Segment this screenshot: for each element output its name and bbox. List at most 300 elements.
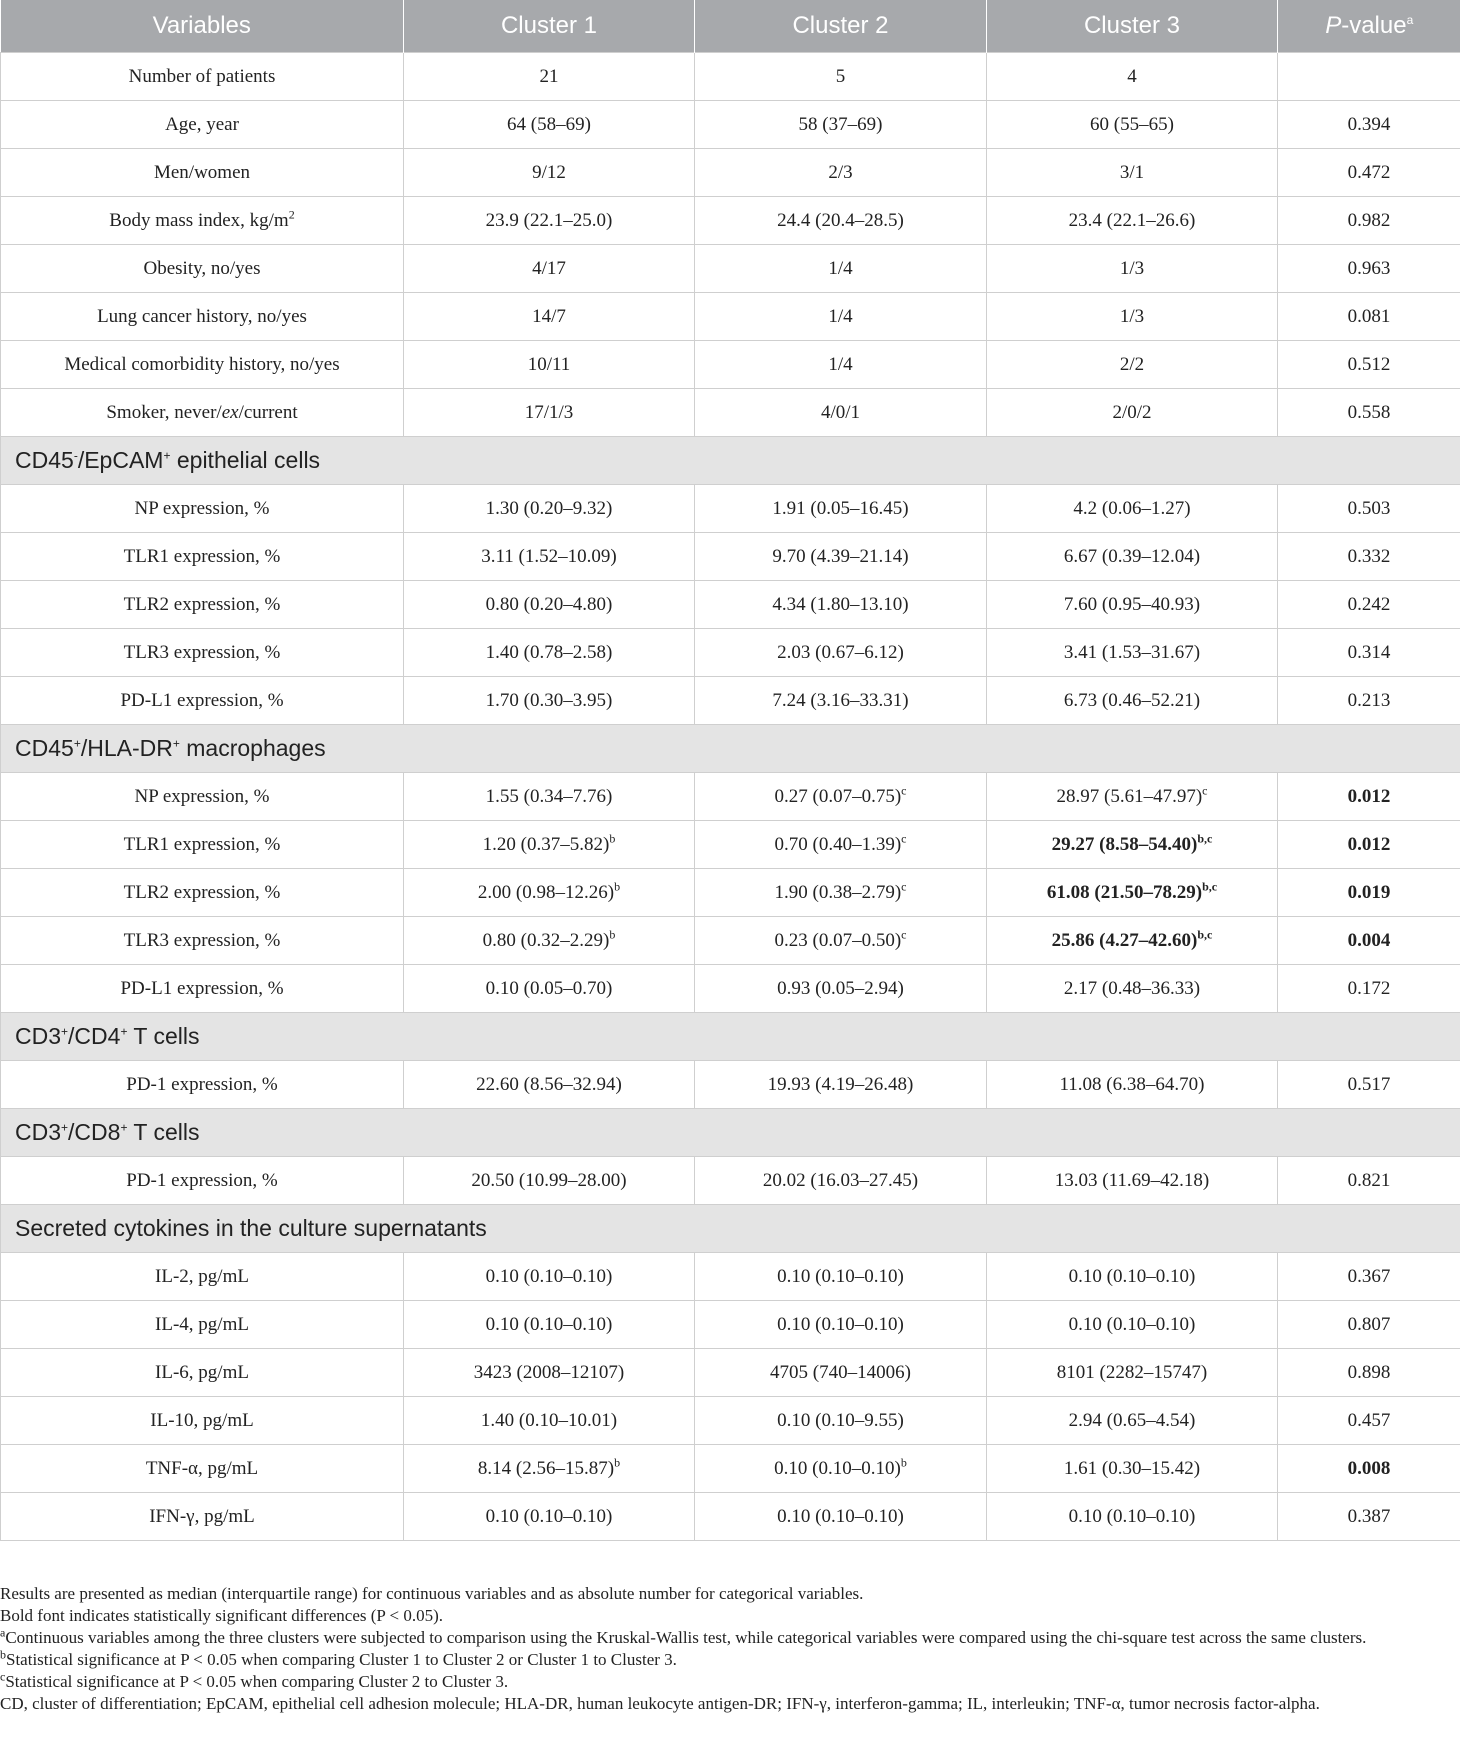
table-row — [1, 1349, 1460, 1397]
variable-cell — [1, 101, 404, 149]
cell-text: 21 — [539, 65, 559, 87]
section-superscript: + — [120, 1024, 128, 1039]
cell-text: 0.10 (0.10–0.10) — [485, 1265, 613, 1287]
cell-text: 2/2 — [1119, 353, 1145, 375]
cluster-value-cell — [987, 293, 1278, 341]
cell-text: 61.08 (21.50–78.29) — [1046, 881, 1203, 903]
cell-text: 58 (37–69) — [798, 113, 883, 135]
cell-text: IL-6, pg/mL — [155, 1361, 249, 1383]
cluster-value-cell — [987, 1397, 1278, 1445]
table-row — [1, 677, 1460, 725]
footnote-marker: a — [0, 1625, 6, 1640]
p-value-cell — [1278, 1349, 1460, 1397]
cell-text: 2.00 (0.98–12.26) — [477, 881, 615, 903]
cell-text: 0.93 (0.05–2.94) — [777, 977, 904, 999]
section-text: epithelial cells — [170, 447, 321, 473]
footnote-marker: 2 — [288, 207, 295, 222]
cell-text: 1/4 — [828, 257, 853, 279]
cluster-value-cell — [987, 149, 1278, 197]
header-cell — [987, 0, 1278, 53]
cell-text: 0.10 (0.10–0.10) — [485, 1313, 613, 1335]
cell-text: 3/1 — [1119, 161, 1145, 183]
cluster-value-cell — [404, 869, 695, 917]
cell-text: 64 (58–69) — [507, 113, 591, 135]
footnote-marker: b — [614, 879, 621, 894]
cluster-value-cell — [987, 485, 1278, 533]
cell-text: 0.10 (0.05–0.70) — [485, 977, 613, 999]
footnote-line — [0, 1583, 1460, 1605]
cell-text: 0.23 (0.07–0.50) — [774, 929, 902, 951]
cell-text: 7.60 (0.95–40.93) — [1063, 593, 1201, 615]
cell-text: 4 — [1127, 65, 1137, 87]
cell-text: PD-L1 expression, % — [120, 689, 284, 711]
p-value-cell — [1278, 341, 1460, 389]
table-row — [1, 341, 1460, 389]
cluster-value-cell — [695, 53, 987, 101]
cell-text: 0.472 — [1347, 161, 1391, 183]
cluster-value-cell — [987, 629, 1278, 677]
cell-text: 4/0/1 — [820, 401, 861, 423]
section-text: /CD8 — [68, 1119, 121, 1145]
section-superscript: + — [61, 1024, 69, 1039]
section-superscript: + — [61, 1120, 69, 1135]
cluster-value-cell — [695, 1397, 987, 1445]
cell-text: 1.40 (0.78–2.58) — [485, 641, 613, 663]
section-row — [1, 1109, 1460, 1157]
cluster-value-cell — [987, 821, 1278, 869]
cluster-value-cell — [695, 389, 987, 437]
cell-text: TLR3 expression, % — [123, 641, 281, 663]
section-superscript: + — [120, 1120, 128, 1135]
cell-italic: ex — [221, 401, 239, 423]
cell-text: 0.27 (0.07–0.75) — [774, 785, 902, 807]
cluster-value-cell — [695, 821, 987, 869]
section-title — [1, 1013, 1460, 1061]
table-row — [1, 1253, 1460, 1301]
cell-text: 9.70 (4.39–21.14) — [772, 545, 909, 567]
table-row — [1, 1445, 1460, 1493]
cell-text: Men/women — [153, 161, 251, 183]
cell-text: 2.03 (0.67–6.12) — [777, 641, 904, 663]
cluster-value-cell — [404, 293, 695, 341]
cell-text: 0.80 (0.20–4.80) — [485, 593, 613, 615]
cell-text: 3.11 (1.52–10.09) — [481, 545, 617, 567]
cell-text: 28.97 (5.61–47.97) — [1056, 785, 1203, 807]
cluster-value-cell — [987, 773, 1278, 821]
cell-text: TNF-α, pg/mL — [145, 1457, 259, 1479]
footnote-marker: b — [900, 1455, 907, 1470]
cluster-value-cell — [695, 677, 987, 725]
footnote-marker: b,c — [1197, 927, 1213, 942]
cell-text: 0.807 — [1347, 1313, 1391, 1335]
cluster-value-cell — [987, 389, 1278, 437]
cell-text: 0.558 — [1347, 401, 1391, 423]
cell-text: 0.213 — [1347, 689, 1391, 711]
p-value-cell — [1278, 149, 1460, 197]
p-value-cell — [1278, 677, 1460, 725]
cluster-value-cell — [695, 1349, 987, 1397]
cell-text: 0.332 — [1347, 545, 1391, 567]
variable-cell — [1, 533, 404, 581]
section-superscript: - — [73, 448, 78, 463]
table-footnotes — [0, 1583, 1460, 1715]
cluster-value-cell — [404, 1061, 695, 1109]
table-row — [1, 149, 1460, 197]
footnote-line — [0, 1627, 1460, 1649]
cell-text: NP expression, % — [134, 785, 270, 807]
cluster-value-cell — [987, 1253, 1278, 1301]
variable-cell — [1, 677, 404, 725]
table-row — [1, 869, 1460, 917]
section-text: CD45 — [15, 735, 74, 761]
table-row — [1, 581, 1460, 629]
cell-text: Lung cancer history, no/yes — [97, 305, 307, 327]
cluster-value-cell — [404, 389, 695, 437]
cluster-value-cell — [404, 533, 695, 581]
cluster-value-cell — [404, 773, 695, 821]
footnote-marker: b — [609, 927, 616, 942]
variable-cell — [1, 149, 404, 197]
cluster-value-cell — [695, 581, 987, 629]
cell-text: 4.34 (1.80–13.10) — [772, 593, 909, 615]
cell-text: IL-2, pg/mL — [155, 1265, 249, 1287]
cell-text: PD-L1 expression, % — [120, 977, 284, 999]
cluster-value-cell — [987, 965, 1278, 1013]
footnote-text: Bold font indicates statistically significant differences (P < 0.05). — [0, 1606, 443, 1625]
variable-cell — [1, 389, 404, 437]
cell-text: 22.60 (8.56–32.94) — [476, 1073, 622, 1095]
cell-text: 0.012 — [1347, 833, 1391, 855]
cluster-value-cell — [404, 1397, 695, 1445]
header-label: -value — [1341, 12, 1407, 39]
section-text: CD45 — [15, 447, 74, 473]
cell-text: 2.94 (0.65–4.54) — [1068, 1409, 1196, 1431]
cluster-value-cell — [404, 149, 695, 197]
cell-text: 17/1/3 — [524, 401, 574, 423]
cluster-value-cell — [987, 1157, 1278, 1205]
cell-text: TLR1 expression, % — [123, 545, 281, 567]
cluster-value-cell — [404, 1493, 695, 1541]
variable-cell — [1, 773, 404, 821]
cluster-value-cell — [695, 965, 987, 1013]
cell-text-tail: /current — [238, 401, 298, 423]
cell-text: 0.512 — [1347, 353, 1391, 375]
footnote-text: Statistical significance at P < 0.05 when comparing Cluster 1 to Cluster 2 or Cluster 1 to Cluster 3. — [6, 1650, 677, 1669]
section-title — [1, 437, 1460, 485]
variable-cell — [1, 1445, 404, 1493]
variable-cell — [1, 1493, 404, 1541]
cell-text: 0.10 (0.10–0.10) — [777, 1505, 904, 1527]
cluster-value-cell — [695, 917, 987, 965]
section-superscript: + — [163, 448, 171, 463]
cell-text: 0.10 (0.10–9.55) — [777, 1409, 904, 1431]
p-value-cell — [1278, 581, 1460, 629]
table-row — [1, 917, 1460, 965]
p-value-cell — [1278, 1397, 1460, 1445]
cluster-value-cell — [404, 677, 695, 725]
cluster-value-cell — [404, 53, 695, 101]
cluster-value-cell — [404, 245, 695, 293]
cell-text: 11.08 (6.38–64.70) — [1059, 1073, 1205, 1095]
cell-text: TLR3 expression, % — [123, 929, 281, 951]
cell-text: 1.91 (0.05–16.45) — [772, 497, 909, 519]
cell-text: 0.821 — [1347, 1169, 1391, 1191]
cell-text: 0.019 — [1347, 881, 1391, 903]
cluster-value-cell — [987, 917, 1278, 965]
footnote-marker: c — [901, 879, 907, 894]
footnote-text: Statistical significance at P < 0.05 when comparing Cluster 2 to Cluster 3. — [5, 1672, 509, 1691]
cell-text: 2.17 (0.48–36.33) — [1063, 977, 1201, 999]
section-row — [1, 725, 1460, 773]
cluster-value-cell — [404, 821, 695, 869]
variable-cell — [1, 53, 404, 101]
table-row — [1, 821, 1460, 869]
cell-text: 3.41 (1.53–31.67) — [1063, 641, 1201, 663]
cluster-value-cell — [404, 1157, 695, 1205]
cell-text: IFN-γ, pg/mL — [149, 1505, 255, 1527]
cluster-value-cell — [987, 677, 1278, 725]
p-value-cell — [1278, 389, 1460, 437]
p-value-cell — [1278, 1301, 1460, 1349]
cluster-value-cell — [695, 1061, 987, 1109]
cluster-value-cell — [695, 293, 987, 341]
cell-text: 0.10 (0.10–0.10) — [1068, 1265, 1196, 1287]
p-value-cell — [1278, 869, 1460, 917]
section-text: macrophages — [179, 735, 326, 761]
cell-text: 0.004 — [1347, 929, 1391, 951]
cell-text: 19.93 (4.19–26.48) — [767, 1073, 914, 1095]
cluster-value-cell — [695, 1493, 987, 1541]
p-value-cell — [1278, 1253, 1460, 1301]
cluster-value-cell — [404, 1349, 695, 1397]
header-cell — [1278, 0, 1460, 53]
section-row — [1, 437, 1460, 485]
table-row — [1, 197, 1460, 245]
cell-text: 1.55 (0.34–7.76) — [485, 785, 613, 807]
cell-text: 0.10 (0.10–0.10) — [1068, 1505, 1196, 1527]
section-text: T cells — [127, 1119, 200, 1145]
section-superscript: + — [73, 736, 81, 751]
section-title — [1, 1205, 1460, 1253]
footnote-marker: c — [0, 1669, 6, 1684]
cluster-value-cell — [695, 1253, 987, 1301]
section-text: CD3 — [15, 1023, 62, 1049]
cell-text: 23.4 (22.1–26.6) — [1068, 209, 1196, 231]
p-value-cell — [1278, 293, 1460, 341]
variable-cell — [1, 1349, 404, 1397]
cell-text: 13.03 (11.69–42.18) — [1054, 1169, 1210, 1191]
footnote-marker: b — [0, 1647, 6, 1662]
cluster-value-cell — [695, 1445, 987, 1493]
cell-text: 1.61 (0.30–15.42) — [1063, 1457, 1201, 1479]
footnote-marker: b,c — [1202, 879, 1218, 894]
footnote-line — [0, 1671, 1460, 1693]
cell-text: 7.24 (3.16–33.31) — [772, 689, 909, 711]
table-row — [1, 533, 1460, 581]
cell-text: 20.50 (10.99–28.00) — [471, 1169, 627, 1191]
p-value-cell — [1278, 1493, 1460, 1541]
cluster-value-cell — [695, 869, 987, 917]
footnote-marker: c — [901, 927, 907, 942]
cluster-value-cell — [695, 101, 987, 149]
section-superscript: + — [172, 736, 180, 751]
variable-cell — [1, 1157, 404, 1205]
footnote-text: CD, cluster of differentiation; EpCAM, epithelial cell adhesion molecule; HLA-DR, human leukocyte antigen-DR; IFN-γ, interferon-gamma; IL, interleukin; TNF-α, tumor necrosis factor-alpha. — [0, 1694, 1320, 1713]
cluster-value-cell — [404, 965, 695, 1013]
header-label: Variables — [152, 12, 251, 39]
cell-text: 0.70 (0.40–1.39) — [774, 833, 902, 855]
cluster-value-cell — [404, 581, 695, 629]
section-text: /HLA-DR — [80, 735, 173, 761]
footnote-marker: b — [609, 831, 616, 846]
cell-text: 0.503 — [1347, 497, 1391, 519]
cell-text: 2/3 — [828, 161, 853, 183]
table-row — [1, 1061, 1460, 1109]
table-row — [1, 773, 1460, 821]
cluster-value-cell — [987, 1061, 1278, 1109]
footnote-marker: a — [1406, 13, 1414, 27]
p-value-cell — [1278, 773, 1460, 821]
cluster-value-cell — [987, 1445, 1278, 1493]
cell-text: 0.10 (0.10–0.10) — [774, 1457, 901, 1479]
cell-text: 0.242 — [1347, 593, 1391, 615]
cell-text: 3423 (2008–12107) — [473, 1361, 625, 1383]
section-text: Secreted cytokines in the culture supernatants — [15, 1215, 487, 1241]
cell-text: 1/4 — [828, 353, 853, 375]
footnote-line — [0, 1693, 1460, 1715]
cell-text: 1.40 (0.10–10.01) — [480, 1409, 618, 1431]
section-title — [1, 725, 1460, 773]
cell-text: PD-1 expression, % — [126, 1073, 278, 1095]
cell-text: 0.394 — [1347, 113, 1391, 135]
table-row — [1, 1493, 1460, 1541]
cell-text: 0.517 — [1347, 1073, 1391, 1095]
variable-cell — [1, 965, 404, 1013]
cell-text: 9/12 — [532, 161, 566, 183]
p-value-cell — [1278, 1445, 1460, 1493]
footnote-marker: c — [901, 783, 907, 798]
cluster-value-cell — [695, 773, 987, 821]
cluster-value-cell — [695, 1157, 987, 1205]
section-text: T cells — [127, 1023, 200, 1049]
table-row — [1, 101, 1460, 149]
cluster-value-cell — [987, 533, 1278, 581]
cell-text: 8.14 (2.56–15.87) — [477, 1457, 615, 1479]
cell-text: IL-4, pg/mL — [155, 1313, 249, 1335]
header-label: Cluster 2 — [792, 12, 889, 39]
cluster-value-cell — [987, 245, 1278, 293]
cell-text: 0.10 (0.10–0.10) — [777, 1265, 904, 1287]
cluster-value-cell — [987, 197, 1278, 245]
cluster-value-cell — [695, 533, 987, 581]
p-value-cell — [1278, 1061, 1460, 1109]
cluster-value-cell — [695, 1301, 987, 1349]
cluster-value-cell — [404, 341, 695, 389]
p-value-cell — [1278, 245, 1460, 293]
header-cell — [1, 0, 404, 53]
variable-cell — [1, 1397, 404, 1445]
p-value-cell — [1278, 101, 1460, 149]
table-row — [1, 965, 1460, 1013]
cluster-value-cell — [404, 1445, 695, 1493]
p-value-cell — [1278, 917, 1460, 965]
cluster-value-cell — [404, 1253, 695, 1301]
cell-text: 0.387 — [1347, 1505, 1391, 1527]
section-row — [1, 1013, 1460, 1061]
table-row — [1, 1397, 1460, 1445]
table-row — [1, 293, 1460, 341]
variable-cell — [1, 1301, 404, 1349]
cell-text: 6.73 (0.46–52.21) — [1063, 689, 1201, 711]
p-value-cell — [1278, 533, 1460, 581]
cell-text: 20.02 (16.03–27.45) — [762, 1169, 919, 1191]
cell-text: 0.012 — [1347, 785, 1391, 807]
footnote-line — [0, 1605, 1460, 1627]
table-row — [1, 389, 1460, 437]
cell-text: 8101 (2282–15747) — [1056, 1361, 1208, 1383]
cell-text: NP expression, % — [134, 497, 270, 519]
cell-text: 14/7 — [532, 305, 566, 327]
section-text: /EpCAM — [77, 447, 164, 473]
footnote-text: Results are presented as median (interquartile range) for continuous variables and as absolute number for categorical variables. — [0, 1584, 864, 1603]
table-row — [1, 629, 1460, 677]
p-value-cell — [1278, 197, 1460, 245]
table-header-row — [1, 0, 1460, 53]
cell-text: 25.86 (4.27–42.60) — [1051, 929, 1198, 951]
cluster-value-cell — [987, 869, 1278, 917]
cell-text: TLR2 expression, % — [123, 881, 281, 903]
footnote-line — [0, 1649, 1460, 1671]
cell-text: PD-1 expression, % — [126, 1169, 278, 1191]
cluster-value-cell — [695, 245, 987, 293]
cell-text: 6.67 (0.39–12.04) — [1063, 545, 1201, 567]
cell-text: 1.90 (0.38–2.79) — [774, 881, 902, 903]
variable-cell — [1, 917, 404, 965]
cluster-value-cell — [695, 149, 987, 197]
table-row — [1, 245, 1460, 293]
cell-text: Number of patients — [128, 65, 276, 87]
cell-text: 23.9 (22.1–25.0) — [485, 209, 613, 231]
cell-text: IL-10, pg/mL — [150, 1409, 254, 1431]
cluster-value-cell — [404, 917, 695, 965]
cell-text: 0.982 — [1347, 209, 1391, 231]
cell-text: 0.963 — [1347, 257, 1391, 279]
cluster-value-cell — [987, 1349, 1278, 1397]
section-text: /CD4 — [68, 1023, 121, 1049]
cell-text: 1/3 — [1119, 305, 1145, 327]
cell-text: 60 (55–65) — [1090, 113, 1174, 135]
cluster-value-cell — [987, 581, 1278, 629]
cluster-value-cell — [404, 485, 695, 533]
cell-text: 0.367 — [1347, 1265, 1391, 1287]
table-row — [1, 53, 1460, 101]
table-body — [1, 53, 1460, 1541]
cell-text: Body mass index, kg/m — [109, 209, 289, 231]
variable-cell — [1, 1061, 404, 1109]
variable-cell — [1, 245, 404, 293]
cluster-value-cell — [695, 485, 987, 533]
cluster-value-cell — [987, 53, 1278, 101]
cell-text: 0.10 (0.10–0.10) — [1068, 1313, 1196, 1335]
footnote-marker: c — [1202, 783, 1208, 798]
cluster-value-cell — [695, 629, 987, 677]
cell-text: TLR1 expression, % — [123, 833, 281, 855]
p-value-cell — [1278, 485, 1460, 533]
cell-text: 4705 (740–14006) — [770, 1361, 911, 1383]
variable-cell — [1, 869, 404, 917]
cluster-value-cell — [404, 629, 695, 677]
cell-text: 24.4 (20.4–28.5) — [777, 209, 904, 231]
